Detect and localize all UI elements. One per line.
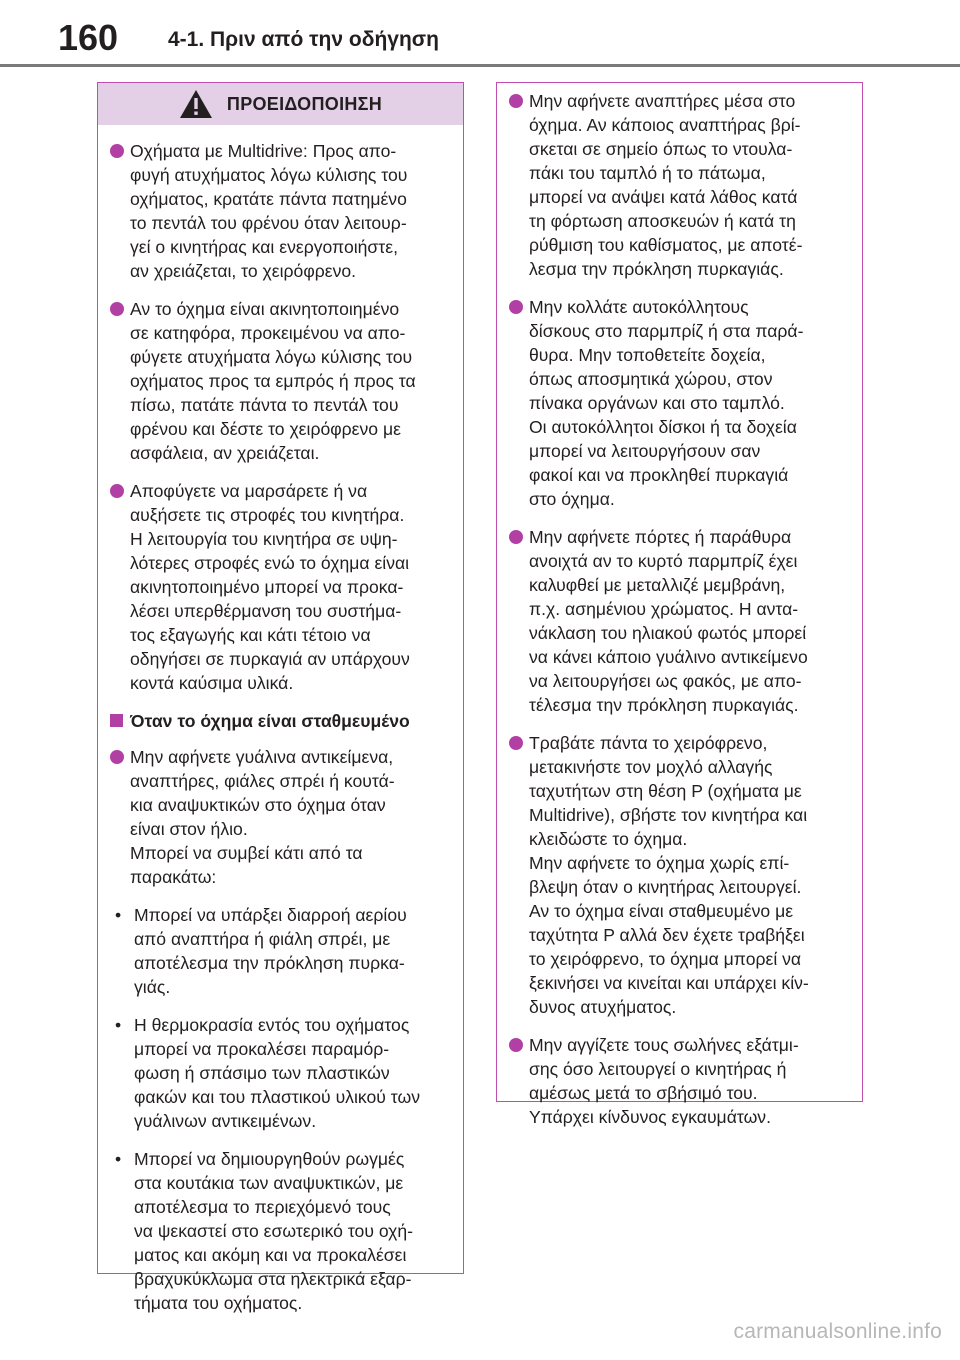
warning-item-text: Οχήματα με Multidrive: Προς απο- φυγή ατυχήματος λόγω κύλισης του οχήματος, κρατάτε πάντα πατημένο το πεντάλ του φρένου όταν λειτουρ- γεί ο κινητήρας και ενεργοποιήστε, αν χρειάζεται, το χειρόφρενο. — [130, 141, 408, 281]
bullet-dot-icon — [110, 484, 124, 498]
warning-item — [509, 1033, 850, 1129]
bullet-dot-icon — [509, 736, 523, 750]
sub-bullet-item — [110, 1013, 451, 1133]
sub-bullet-item — [110, 1147, 451, 1315]
warning-item — [509, 731, 850, 1019]
watermark: carmanualsonline.info — [733, 1320, 942, 1343]
warning-panel-left — [97, 82, 464, 1313]
warning-item — [509, 525, 850, 717]
bullet-dot-icon — [110, 750, 124, 764]
warning-item — [509, 295, 850, 511]
header-divider — [0, 64, 960, 67]
warning-item — [509, 89, 850, 281]
warning-item-text: Μην αφήνετε πόρτες ή παράθυρα ανοιχτά αν το κυρτό παρμπρίζ έχει καλυφθεί με μεταλλιζέ μεμβράνη, π.χ. ασημένιου χρώματος. Η αντα- νάκλαση του ηλιακού φωτός μπορεί να κάνει κάποιο γυάλινο αντικείμενο να λειτουργήσει ως φακός, με απο- τέλεσμα την πρόκληση πυρκαγιάς. — [529, 527, 808, 715]
warning-item-text: Αν το όχημα είναι ακινητοποιημένο σε κατηφόρα, προκειμένου να απο- φύγετε ατυχήματα λόγω κύλισης του οχήματος προς τα εμπρός ή προς τα πίσω, πατάτε πάντα το πεντάλ του φρένου και δέστε το χειρόφρενο με ασφάλεια, αν χρειάζεται. — [130, 299, 416, 463]
warning-item-text: Μην αγγίζετε τους σωλήνες εξάτμι- σης όσο λειτουργεί ο κινητήρας ή αμέσως μετά το σβήσιμό του. Υπάρχει κίνδυνος εγκαυμάτων. — [529, 1035, 799, 1127]
warning-content-right — [497, 83, 862, 1129]
sub-bullet-text: Η θερμοκρασία εντός του οχήματος μπορεί να προκαλέσει παραμόρ- φωση ή σπάσιμο των πλαστικών φακών και του πλαστικού υλικού των γυάλινων αντικειμένων. — [134, 1015, 421, 1131]
warning-item — [110, 479, 451, 695]
section-title: 4-1. Πριν από την οδήγηση — [168, 28, 439, 51]
bullet-dot-icon — [110, 144, 124, 158]
warning-title: ΠΡΟΕΙΔΟΠΟΙΗΣΗ — [226, 94, 383, 114]
warning-header — [98, 83, 463, 125]
sub-bullet-text: Μπορεί να δημιουργηθούν ρωγμές στα κουτάκια των αναψυκτικών, με αποτέλεσμα το περιεχόμενό τους να ψεκαστεί στο εσωτερικό του οχή- ματος και ακόμη και να προκαλέσει βραχυκύκλωμα στα ηλεκτρικά εξαρ- τήματα του οχήματος. — [134, 1149, 414, 1313]
square-bullet-icon — [110, 714, 123, 727]
warning-item-text: Μην αφήνετε αναπτήρες μέσα στο όχημα. Αν κάποιος αναπτήρας βρί- σκεται σε σημείο όπως το ντουλα- πάκι του ταμπλό ή το πάτωμα, μπορεί να ανάψει κατά λάθος κατά τη φόρτωση αποσκευών ή κατά τη ρύθμιση του καθίσματος, με αποτέ- λεσμα την πρόκληση πυρκαγιάς. — [529, 91, 803, 279]
page-header — [0, 0, 960, 70]
warning-item-text: Αποφύγετε να μαρσάρετε ή να αυξήσετε τις στροφές του κινητήρα. Η λειτουργία του κινητήρα σε υψη- λότερες στροφές ενώ το όχημα είναι ακινητοποιημένο μπορεί να προκα- λέσει υπερθέρμανση του συστήμα- τος εξαγωγής και κάτι τέτοιο να οδηγήσει σε πυρκαγιά αν υπάρχουν κοντά καύσιμα υλικά. — [130, 481, 410, 693]
warning-triangle-icon — [179, 89, 213, 119]
bullet-dot-icon — [509, 530, 523, 544]
bullet-dot-icon — [509, 94, 523, 108]
subheading-text: Όταν το όχημα είναι σταθμευμένο — [130, 711, 410, 731]
bullet-dot-icon — [509, 300, 523, 314]
sub-bullet-icon: • — [115, 1015, 122, 1035]
warning-item-text: Μην κολλάτε αυτοκόλλητους δίσκους στο παρμπρίζ ή στα παρά- θυρα. Μην τοποθετείτε δοχεία, όπως αποσμητικά χώρου, στον πίνακα οργάνων και στο ταμπλό. Οι αυτοκόλλητοι δίσκοι ή τα δοχεία μπορεί να λειτουργήσουν σαν φακοί και να προκληθεί πυρκαγιά στο όχημα. — [529, 297, 804, 509]
warning-item — [110, 745, 451, 889]
bullet-dot-icon — [509, 1038, 523, 1052]
sub-bullet-icon: • — [115, 1149, 122, 1169]
section-subheading — [110, 709, 451, 733]
warning-panel-right — [496, 82, 863, 1127]
warning-content-left — [98, 125, 463, 1315]
sub-bullet-text: Μπορεί να υπάρξει διαρροή αερίου από αναπτήρα ή φιάλη σπρέι, με αποτέλεσμα την πρόκληση πυρκα- γιάς. — [134, 905, 407, 997]
warning-item-text: Μην αφήνετε γυάλινα αντικείμενα, αναπτήρες, φιάλες σπρέι ή κουτά- κια αναψυκτικών στο όχημα όταν είναι στον ήλιο. Μπορεί να συμβεί κάτι από τα παρακάτω: — [130, 747, 395, 887]
sub-bullet-icon: • — [115, 905, 122, 925]
page-number: 160 — [58, 17, 119, 58]
warning-item — [110, 139, 451, 283]
sub-bullet-item — [110, 903, 451, 999]
bullet-dot-icon — [110, 302, 124, 316]
warning-item-text: Τραβάτε πάντα το χειρόφρενο, μετακινήστε τον μοχλό αλλαγής ταχυτήτων στη θέση P (οχήματα με Multidrive), σβήστε τον κινητήρα και κλειδώστε το όχημα. Μην αφήνετε το όχημα χωρίς επί- βλεψη όταν ο κινητήρας λειτουργεί. Αν το όχημα είναι σταθμευμένο με ταχύτητα P αλλά δεν έχετε τραβήξει το χειρόφρενο, το όχημα μπορεί να ξεκινήσει να κινείται και υπάρχει κίν- δυνος ατυχήματος. — [529, 733, 809, 1017]
warning-item — [110, 297, 451, 465]
